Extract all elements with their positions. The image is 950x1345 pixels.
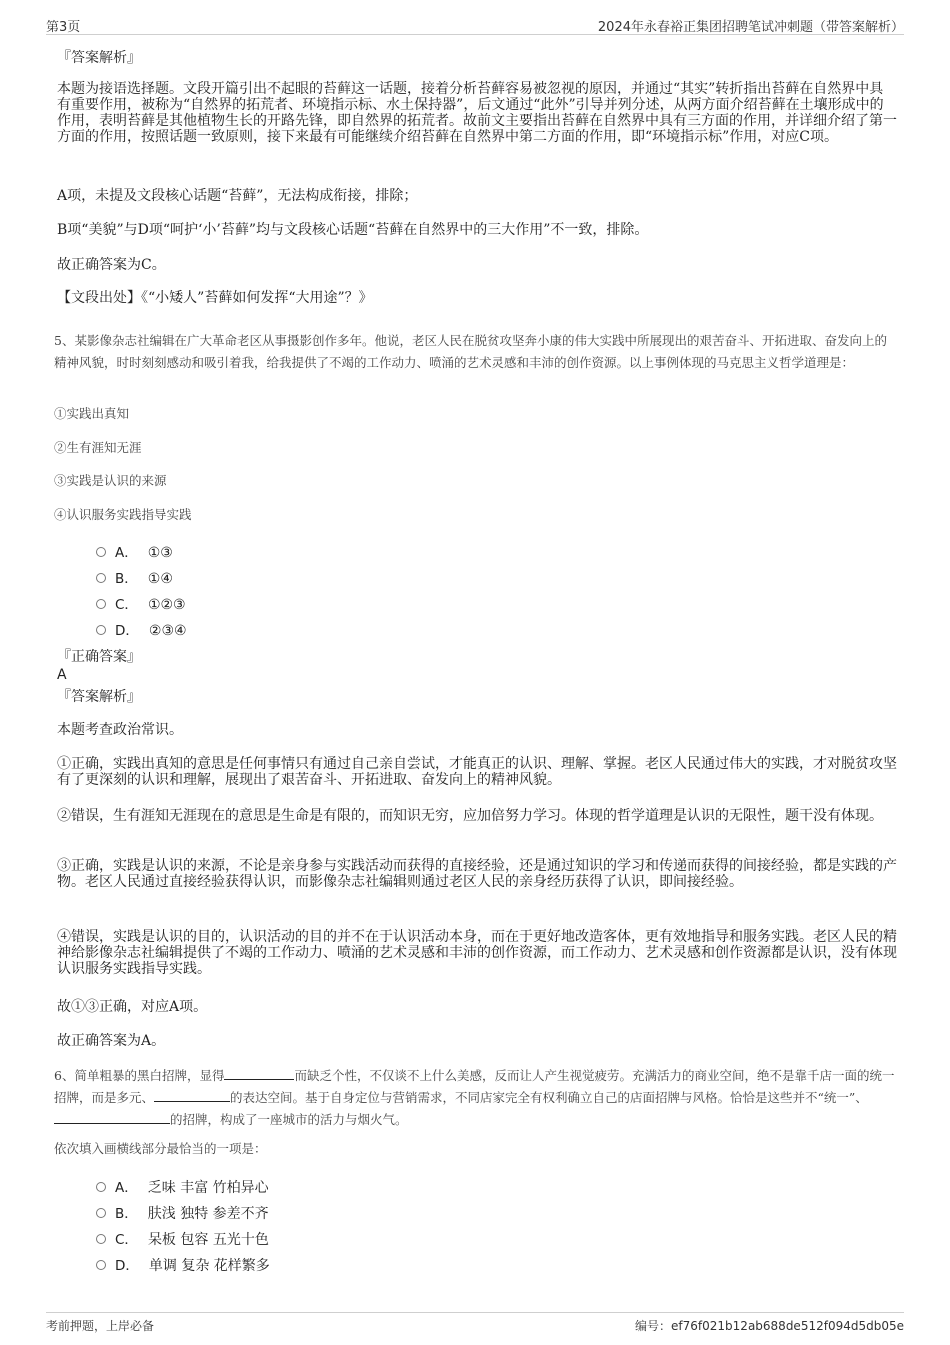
- fill-blank-2: [154, 1087, 230, 1102]
- fill-blank-1: [224, 1065, 294, 1080]
- analysis-conclusion: 故正确答案为A。: [57, 1033, 166, 1049]
- option-d[interactable]: D． ②③④: [96, 619, 187, 639]
- page-number: 第3页: [46, 20, 81, 35]
- analysis-paragraph: ①正确，实践出真知的意思是任何事情只有通过自己亲自尝试，才能真正的认识、理解、掌握。老区人民通过伟大的实践，才对脱贫攻坚有了更深刻的认识和理解，展现出了艰苦奋斗、开拓进取、奋发向上的精神风貌。: [57, 756, 897, 788]
- option-d[interactable]: D． 单调 复杂 花样繁多: [96, 1254, 270, 1274]
- statement-item: ③实践是认识的来源: [54, 473, 167, 488]
- correct-answer-label: 『正确答案』: [57, 649, 141, 665]
- correct-answer: A: [57, 667, 67, 683]
- option-a[interactable]: A． ①③: [96, 541, 173, 561]
- question-stem: 5、某影像杂志社编辑在广大革命老区从事摄影创作多年。他说，老区人民在脱贫攻坚奔小康的伟大实践中所展现出的艰苦奋斗、开拓进取、奋发向上的精神风貌，时时刻刻感动和吸引着我，给我提供了不竭的工作动力、喷涌的艺术灵感和丰沛的创作资源。以上事例体现的马克思主义哲学道理是：: [54, 333, 887, 370]
- radio-icon[interactable]: [96, 573, 106, 583]
- footer-slogan: 考前押题，上岸必备: [46, 1319, 155, 1333]
- option-c[interactable]: C． ①②③: [96, 593, 186, 613]
- document-title: 2024年永春裕正集团招聘笔试冲刺题（带答案解析）: [597, 20, 904, 35]
- analysis-label: 『答案解析』: [57, 50, 141, 66]
- option-a[interactable]: A． 乏味 丰富 竹柏异心: [96, 1176, 269, 1196]
- radio-icon[interactable]: [96, 547, 106, 557]
- source-citation: 【文段出处】《“小矮人”苔藓如何发挥“大用途”？》: [57, 290, 373, 306]
- option-c[interactable]: C． 呆板 包容 五光十色: [96, 1228, 269, 1248]
- fill-blank-3: [54, 1109, 170, 1124]
- analysis-paragraph: A项，未提及文段核心话题“苔藓”，无法构成衔接，排除；: [57, 188, 418, 204]
- option-b[interactable]: B． ①④: [96, 567, 173, 587]
- analysis-conclusion: 故正确答案为C。: [57, 257, 166, 273]
- radio-icon[interactable]: [96, 1234, 106, 1244]
- analysis-paragraph: 本题考查政治常识。: [57, 722, 183, 738]
- radio-icon[interactable]: [96, 1182, 106, 1192]
- analysis-paragraph: ②错误，生有涯知无涯现在的意思是生命是有限的，而知识无穷，应加倍努力学习。体现的哲学道理是认识的无限性，题干没有体现。: [57, 808, 883, 824]
- page-header: [46, 14, 904, 35]
- radio-icon[interactable]: [96, 1208, 106, 1218]
- option-b[interactable]: B． 肤浅 独特 参差不齐: [96, 1202, 269, 1222]
- radio-icon[interactable]: [96, 1260, 106, 1270]
- statement-item: ④认识服务实践指导实践: [54, 507, 192, 522]
- statement-item: ②生有涯知无涯: [54, 440, 142, 455]
- question-stem: 6、简单粗暴的黑白招牌，显得 而缺乏个性，不仅谈不上什么美感，反而让人产生视觉疲劳。充满活力的商业空间，绝不是靠千店一面的统一招牌，而是多元、 的表达空间。基于自身定位与营销需求，不同店家完全有权利确立自己的店面招牌与风格。恰恰是这些并不“统一”、的招牌，构成了一座城市的活力与烟火气。: [54, 1065, 899, 1131]
- analysis-paragraph: B项“美貌”与D项“呵护‘小’苔藓”均与文段核心话题“苔藓在自然界中的三大作用”不一致，排除。: [57, 222, 649, 238]
- question-prompt: 依次填入画横线部分最恰当的一项是：: [54, 1141, 267, 1156]
- radio-icon[interactable]: [96, 625, 106, 635]
- statement-item: ①实践出真知: [54, 406, 130, 421]
- analysis-label: 『答案解析』: [57, 689, 141, 705]
- document-code: 编号：ef76f021b12ab688de512f094d5db05e: [635, 1319, 904, 1333]
- analysis-paragraph: 故①③正确，对应A项。: [57, 999, 208, 1015]
- analysis-paragraph: 本题为接语选择题。文段开篇引出不起眼的苔藓这一话题，接着分析苔藓容易被忽视的原因，并通过“其实”转折指出苔藓在自然界中具有重要作用，被称为“自然界的拓荒者、环境指示标、水土保持器”，后文通过“此外”引导并列分述，从两方面介绍苔藓在土壤形成中的作用，表明苔藓是其他植物生长的开路先锋，即自然界的拓荒者。故前文主要指出苔藓在自然界中具有三方面的作用，并详细介绍了第一方面的作用，按照话题一致原则，接下来最有可能继续介绍苔藓在自然界中第二方面的作用，即“环境指示标”作用，对应C项。: [57, 81, 897, 145]
- analysis-paragraph: ③正确，实践是认识的来源，不论是亲身参与实践活动而获得的直接经验，还是通过知识的学习和传递而获得的间接经验，都是实践的产物。老区人民通过直接经验获得认识，而影像杂志社编辑则通过老区人民的亲身经历获得了认识，即间接经验。: [57, 858, 897, 890]
- analysis-paragraph: ④错误，实践是认识的目的，认识活动的目的并不在于认识活动本身，而在于更好地改造客体，更有效地指导和服务实践。老区人民的精神给影像杂志社编辑提供了不竭的工作动力、喷涌的艺术灵感和丰沛的创作资源，而工作动力、艺术灵感和创作资源都是认识，没有体现认识服务实践指导实践。: [57, 929, 897, 977]
- page-footer: [46, 1312, 904, 1335]
- radio-icon[interactable]: [96, 599, 106, 609]
